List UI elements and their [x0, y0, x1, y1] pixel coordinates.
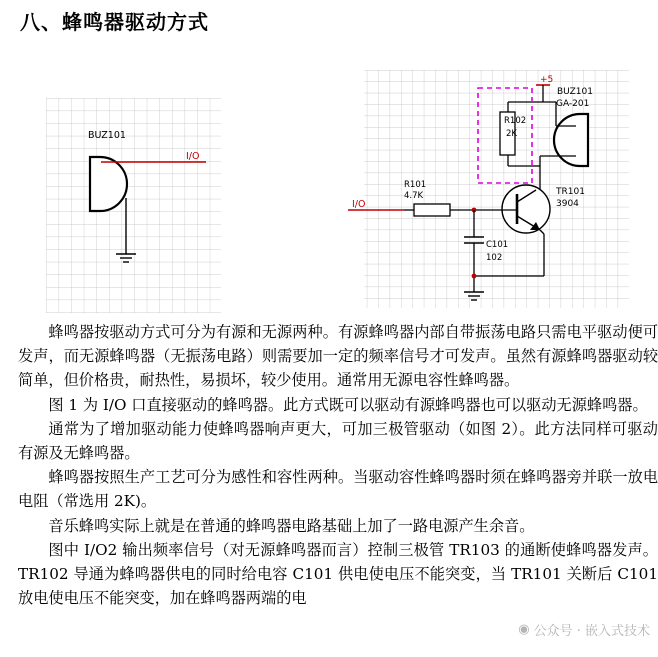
section-heading: 八、蜂鸣器驱动方式 [20, 10, 209, 34]
paragraph: 蜂鸣器按照生产工艺可分为感性和容性两种。当驱动容性蜂鸣器时须在蜂鸣器旁并联一放电电阻（常选用 2K)。 [18, 468, 658, 511]
supply-label: +5 [540, 75, 554, 85]
paragraph: 图中 I/O2 输出频率信号（对无源蜂鸣器而言）控制三极管 TR103 的通断使蜂鸣器发声。TR102 导通为蜂鸣器供电的同时给电容 C101 供电使电压不能突变，当 TR101 关断后 C101 放电使电压不能突变，加在蜂鸣器两端的电 [18, 540, 658, 608]
buzzer-label: BUZ101 [88, 130, 126, 141]
junction-dot [472, 274, 477, 279]
figure-2-transistor-drive-circuit [344, 70, 656, 320]
io-label: I/O [186, 151, 200, 162]
resistor-r101 [414, 204, 450, 216]
r102-label: R102 [504, 116, 527, 126]
figure-1-direct-drive-circuit [46, 98, 226, 318]
buzzer-model: GA-201 [556, 99, 590, 109]
paragraph: 音乐蜂鸣实际上就是在普通的蜂鸣器电路基础上加了一路电源产生余音。 [48, 516, 535, 535]
paragraph: 图 1 为 I/O 口直接驱动的蜂鸣器。此方式既可以驱动有源蜂鸣器也可以驱动无源蜂鸣器。 [48, 395, 648, 414]
paragraph: 蜂鸣器按驱动方式可分为有源和无源两种。有源蜂鸣器内部自带振荡电路只需电平驱动便可发声，而无源蜂鸣器（无振荡电路）则需要加一定的频率信号才可发声。虽然有源蜂鸣器驱动较简单，但价格贵，耐热性，易损坏，较少使用。通常用无源电容性蜂鸣器。 [18, 323, 658, 390]
watermark [518, 620, 650, 639]
body-text [18, 320, 658, 610]
c101-value: 102 [486, 253, 503, 263]
transistor-label: TR101 [556, 187, 585, 197]
wechat-icon: ◉ [518, 622, 530, 637]
grid-background [46, 98, 221, 313]
r101-label: R101 [404, 180, 427, 190]
io-label: I/O [352, 199, 366, 210]
buzzer-label: BUZ101 [557, 87, 593, 97]
transistor-model: 3904 [556, 199, 579, 209]
transistor-tr101 [502, 185, 550, 233]
r101-value: 4.7K [404, 191, 424, 201]
r102-value: 2K [506, 129, 517, 139]
paragraph: 通常为了增加驱动能力使蜂鸣器响声更大，可加三极管驱动（如图 2）。此方法同样可驱动有源及无蜂鸣器。 [18, 419, 658, 463]
c101-label: C101 [486, 240, 509, 250]
watermark-text: 公众号 · 嵌入式技术 [533, 624, 650, 639]
